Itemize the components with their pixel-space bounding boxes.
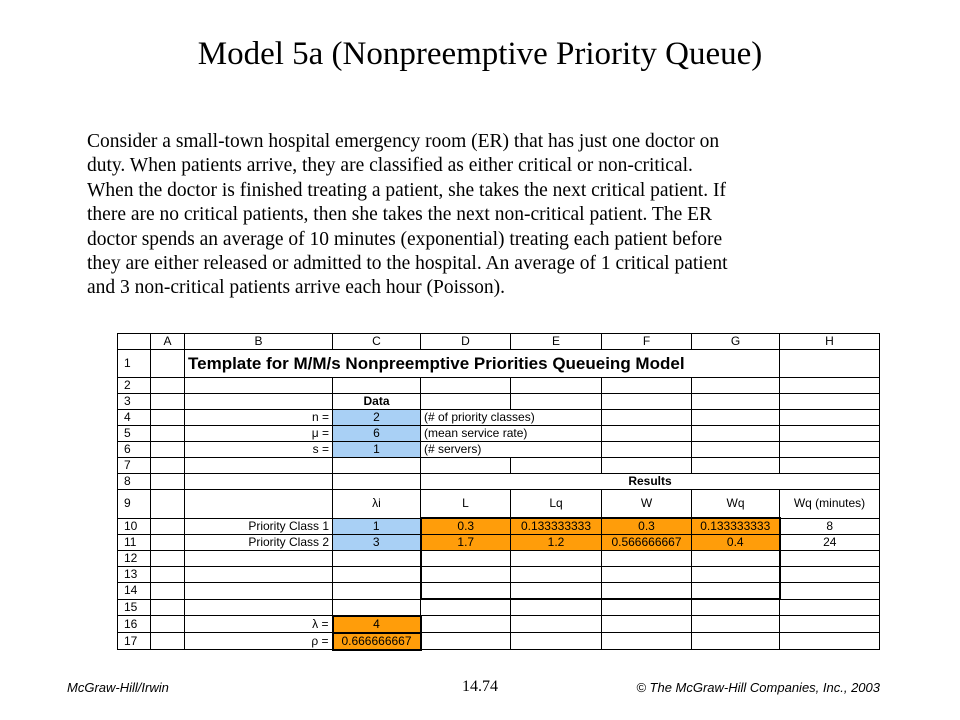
lambda-cell[interactable]: 3 — [333, 535, 421, 551]
cell[interactable] — [511, 458, 602, 474]
cell[interactable] — [333, 474, 421, 490]
cell[interactable] — [333, 378, 421, 394]
cell[interactable] — [511, 551, 602, 567]
cell[interactable] — [511, 394, 602, 410]
row-header-17[interactable]: 17 — [118, 633, 151, 650]
cell[interactable] — [333, 583, 421, 600]
row-header-7[interactable]: 7 — [118, 458, 151, 474]
cell[interactable] — [151, 616, 185, 633]
cell[interactable] — [780, 426, 880, 442]
cell[interactable] — [421, 583, 511, 600]
result-header-lq[interactable]: Lq — [511, 490, 602, 519]
column-header-e[interactable]: E — [511, 334, 602, 350]
rho-label-cell[interactable]: ρ = — [185, 633, 333, 650]
param-note-cell[interactable]: (# of priority classes) — [421, 410, 602, 426]
cell[interactable] — [151, 378, 185, 394]
column-header-a[interactable]: A — [151, 334, 185, 350]
footer-publisher: McGraw-Hill/Irwin — [67, 680, 169, 695]
footer-copyright: © The McGraw-Hill Companies, Inc., 2003 — [636, 680, 880, 695]
cell[interactable] — [421, 567, 511, 583]
cell[interactable] — [421, 394, 511, 410]
cell[interactable] — [511, 616, 602, 633]
cell[interactable] — [602, 378, 692, 394]
row-header-13[interactable]: 13 — [118, 567, 151, 583]
result-cell-lq[interactable]: 1.2 — [511, 535, 602, 551]
result-cell-l[interactable]: 0.3 — [421, 518, 511, 535]
param-note-cell[interactable]: (# servers) — [421, 442, 602, 458]
lambda-i-header-cell[interactable]: λi — [333, 490, 421, 519]
cell[interactable] — [185, 567, 333, 583]
cell[interactable] — [602, 442, 692, 458]
cell[interactable] — [185, 551, 333, 567]
cell[interactable] — [421, 616, 511, 633]
cell[interactable] — [511, 583, 602, 600]
cell[interactable] — [151, 535, 185, 551]
param-note-cell[interactable]: (mean service rate) — [421, 426, 602, 442]
row-header-8[interactable]: 8 — [118, 474, 151, 490]
cell[interactable] — [151, 633, 185, 650]
cell[interactable] — [333, 599, 421, 616]
cell[interactable] — [185, 583, 333, 600]
cell[interactable] — [692, 442, 780, 458]
cell[interactable] — [602, 410, 692, 426]
class-name-cell[interactable]: Priority Class 2 — [185, 535, 333, 551]
cell[interactable] — [185, 474, 333, 490]
result-cell-w[interactable]: 0.3 — [602, 518, 692, 535]
cell[interactable] — [151, 583, 185, 600]
row-header-14[interactable]: 14 — [118, 583, 151, 600]
cell[interactable] — [511, 599, 602, 616]
cell[interactable] — [602, 551, 692, 567]
column-header-h[interactable]: H — [780, 334, 880, 350]
cell[interactable] — [780, 442, 880, 458]
cell[interactable] — [780, 410, 880, 426]
cell[interactable] — [151, 551, 185, 567]
row-header-10[interactable]: 10 — [118, 518, 151, 535]
cell[interactable] — [511, 567, 602, 583]
cell[interactable] — [780, 394, 880, 410]
row-header-11[interactable]: 11 — [118, 535, 151, 551]
cell[interactable] — [421, 458, 511, 474]
cell[interactable] — [780, 616, 880, 633]
cell[interactable] — [602, 616, 692, 633]
cell[interactable] — [780, 458, 880, 474]
cell[interactable] — [333, 458, 421, 474]
param-value-cell[interactable]: 2 — [333, 410, 421, 426]
row-header-9[interactable]: 9 — [118, 490, 151, 519]
row-header-4[interactable]: 4 — [118, 410, 151, 426]
column-header-c[interactable]: C — [333, 334, 421, 350]
param-value-cell[interactable]: 6 — [333, 426, 421, 442]
result-cell-wq[interactable]: 0.4 — [692, 535, 780, 551]
cell[interactable] — [602, 599, 692, 616]
cell[interactable] — [421, 633, 511, 650]
result-cell-wq-minutes[interactable]: 8 — [780, 518, 880, 535]
param-value-cell[interactable]: 1 — [333, 442, 421, 458]
cell[interactable] — [780, 583, 880, 600]
cell[interactable] — [185, 490, 333, 519]
result-cell-lq[interactable]: 0.133333333 — [511, 518, 602, 535]
cell[interactable] — [151, 394, 185, 410]
cell[interactable] — [602, 394, 692, 410]
cell[interactable] — [511, 633, 602, 650]
cell[interactable] — [151, 567, 185, 583]
cell[interactable] — [692, 616, 780, 633]
param-label-cell[interactable]: n = — [185, 410, 333, 426]
row-header-12[interactable]: 12 — [118, 551, 151, 567]
problem-description: Consider a small-town hospital emergency room (ER) that has just one doctor on duty. When patients arrive, they are classified as either critical or non-critical. When the doctor is finished treating a patient, she takes the next critical patient. If there are no critical patients, then she takes the next non-critical patient. The ER doctor spends an average of 10 minutes (exponential) treating each patient before they are either released or admitted to the hospital. An average of 1 critical patient and 3 non-critical patients arrive each hour (Poisson). — [87, 131, 728, 299]
column-header-d[interactable]: D — [421, 334, 511, 350]
param-label-cell[interactable]: μ = — [185, 426, 333, 442]
cell[interactable] — [185, 378, 333, 394]
corner-cell[interactable] — [118, 334, 151, 350]
cell[interactable] — [780, 551, 880, 567]
cell[interactable] — [602, 426, 692, 442]
row-header-5[interactable]: 5 — [118, 426, 151, 442]
cell[interactable] — [511, 378, 602, 394]
cell[interactable] — [185, 458, 333, 474]
cell[interactable] — [602, 458, 692, 474]
result-cell-wq-minutes[interactable]: 24 — [780, 535, 880, 551]
param-label-cell[interactable]: s = — [185, 442, 333, 458]
result-cell-l[interactable]: 1.7 — [421, 535, 511, 551]
cell[interactable] — [185, 394, 333, 410]
cell[interactable] — [151, 350, 185, 378]
cell[interactable] — [151, 426, 185, 442]
spreadsheet — [117, 333, 880, 651]
column-header-f[interactable]: F — [602, 334, 692, 350]
data-header-cell[interactable]: Data — [333, 394, 421, 410]
row-header-16[interactable]: 16 — [118, 616, 151, 633]
cell[interactable] — [602, 633, 692, 650]
column-header-g[interactable]: G — [692, 334, 780, 350]
cell[interactable] — [780, 633, 880, 650]
lambda-total-value-cell[interactable]: 4 — [333, 616, 421, 633]
cell[interactable] — [780, 378, 880, 394]
slide-title: Model 5a (Nonpreemptive Priority Queue) — [197, 36, 763, 72]
cell[interactable] — [692, 458, 780, 474]
result-header-wq-minutes[interactable]: Wq (minutes) — [780, 490, 880, 519]
cell[interactable] — [602, 583, 692, 600]
cell[interactable] — [692, 394, 780, 410]
cell[interactable] — [692, 378, 780, 394]
row-header-6[interactable]: 6 — [118, 442, 151, 458]
class-name-cell[interactable]: Priority Class 1 — [185, 518, 333, 535]
cell[interactable] — [692, 567, 780, 583]
sheet-title-cell[interactable]: Template for M/M/s Nonpreemptive Priorities Queueing Model — [185, 350, 780, 378]
cell[interactable] — [692, 633, 780, 650]
cell[interactable] — [692, 410, 780, 426]
cell[interactable] — [333, 551, 421, 567]
result-header-w[interactable]: W — [602, 490, 692, 519]
cell[interactable] — [151, 518, 185, 535]
cell[interactable] — [692, 583, 780, 600]
cell[interactable] — [421, 378, 511, 394]
lambda-total-label-cell[interactable]: λ = — [185, 616, 333, 633]
cell[interactable] — [151, 490, 185, 519]
row-header-15[interactable]: 15 — [118, 599, 151, 616]
cell[interactable] — [421, 599, 511, 616]
cell[interactable] — [185, 599, 333, 616]
cell[interactable] — [151, 442, 185, 458]
cell[interactable] — [780, 350, 880, 378]
cell[interactable] — [692, 599, 780, 616]
row-header-2[interactable]: 2 — [118, 378, 151, 394]
column-header-b[interactable]: B — [185, 334, 333, 350]
column-header-row — [118, 334, 880, 350]
cell[interactable] — [692, 551, 780, 567]
result-cell-w[interactable]: 0.566666667 — [602, 535, 692, 551]
cell[interactable] — [151, 458, 185, 474]
results-header-cell[interactable]: Results — [421, 474, 880, 490]
cell[interactable] — [780, 599, 880, 616]
cell[interactable] — [151, 410, 185, 426]
cell[interactable] — [602, 567, 692, 583]
rho-value-cell[interactable]: 0.666666667 — [333, 633, 421, 650]
row-header-1[interactable]: 1 — [118, 350, 151, 378]
row-header-3[interactable]: 3 — [118, 394, 151, 410]
result-header-wq[interactable]: Wq — [692, 490, 780, 519]
cell[interactable] — [421, 551, 511, 567]
cell[interactable] — [151, 474, 185, 490]
slide-number: 14.74 — [462, 678, 498, 695]
result-cell-wq[interactable]: 0.133333333 — [692, 518, 780, 535]
cell[interactable] — [780, 567, 880, 583]
cell[interactable] — [333, 567, 421, 583]
result-header-l[interactable]: L — [421, 490, 511, 519]
cell[interactable] — [151, 599, 185, 616]
lambda-cell[interactable]: 1 — [333, 518, 421, 535]
cell[interactable] — [692, 426, 780, 442]
